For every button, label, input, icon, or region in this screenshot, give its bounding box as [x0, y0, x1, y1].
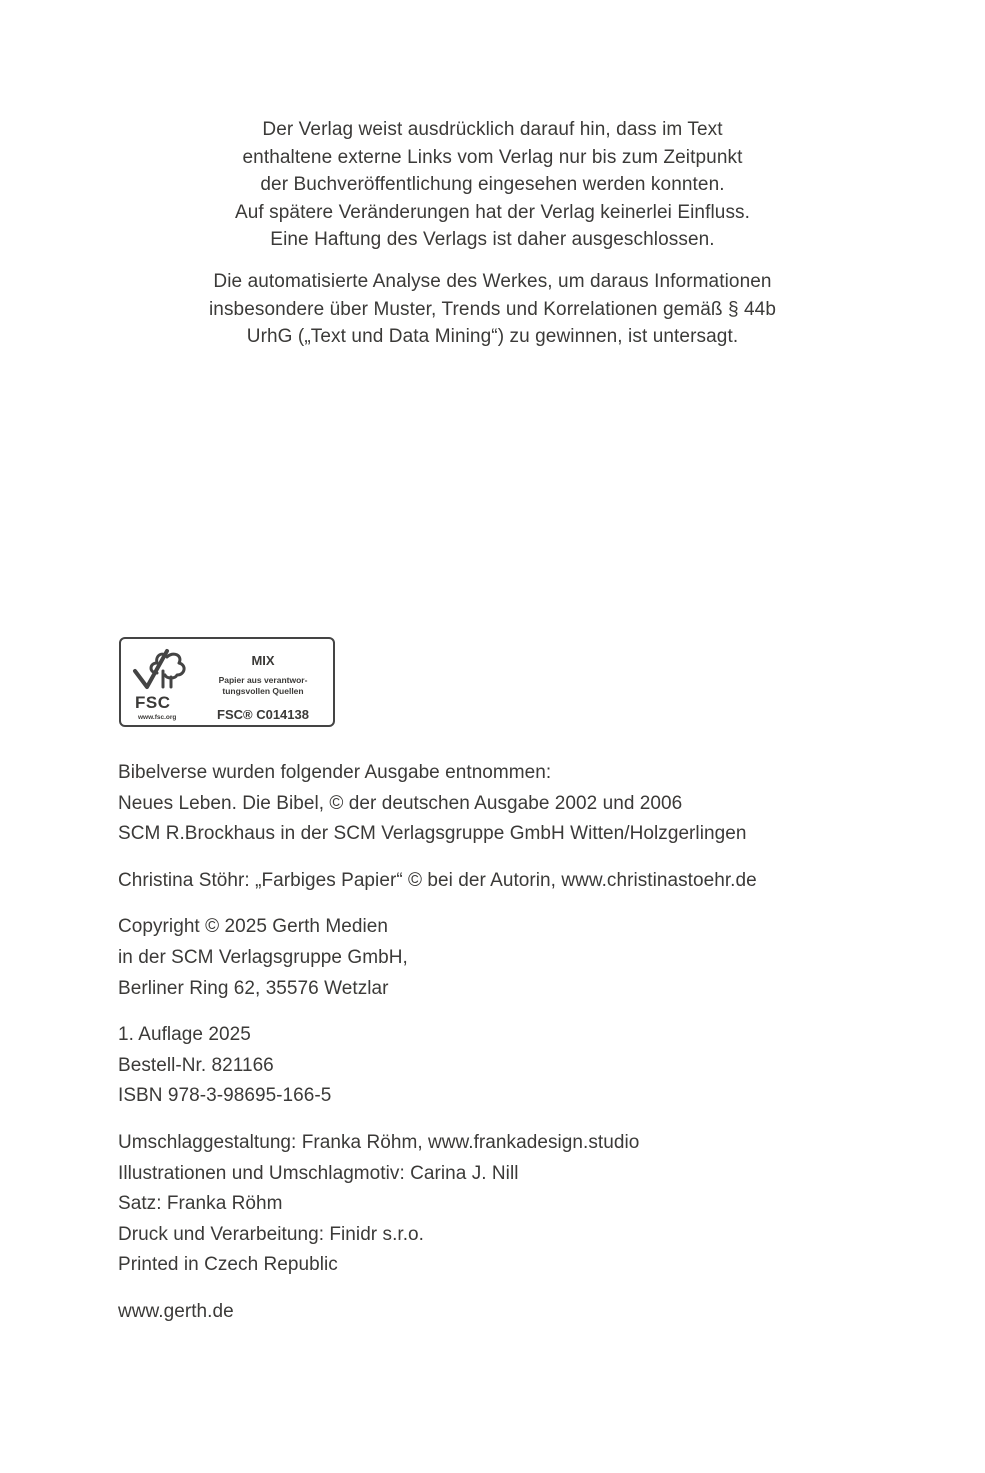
credit-line: Christina Stöhr: „Farbiges Papier“ © bei der Autorin, www.christinastoehr.de	[118, 869, 757, 891]
isbn: ISBN 978-3-98695-166-5	[118, 1085, 332, 1107]
production-credits-block	[118, 1128, 878, 1281]
credit-line: Bestell-Nr. 821166	[118, 1054, 274, 1076]
fsc-paper-line: tungsvollen Quellen	[222, 686, 304, 696]
credit-line: Copyright © 2025 Gerth Medien	[118, 916, 388, 938]
credits	[118, 758, 878, 1344]
credit-line: Bibelverse wurden folgender Ausgabe entnommen:	[118, 762, 552, 783]
credit-line: Printed in Czech Republic	[118, 1254, 338, 1276]
fsc-paper-line: Papier aus verantwor-	[218, 675, 308, 685]
disclaimer-line: enthaltene externe Links vom Verlag nur bis zum Zeitpunkt	[242, 146, 743, 168]
copyright-block	[118, 912, 878, 1004]
disclaimer-line: Der Verlag weist ausdrücklich darauf hin, dass im Text	[262, 119, 723, 140]
text-data-mining-paragraph	[130, 268, 855, 351]
credit-line: Umschlaggestaltung: Franka Röhm, www.frankadesign.studio	[118, 1131, 640, 1153]
credit-line: Druck und Verarbeitung: Finidr s.r.o.	[118, 1223, 424, 1245]
fsc-license-code: FSC® C014138	[217, 707, 309, 722]
fsc-logo	[119, 637, 335, 727]
disclaimer-line: UrhG („Text und Data Mining“) zu gewinnen, ist untersagt.	[246, 326, 739, 348]
disclaimer-line: Auf spätere Veränderungen hat der Verlag keinerlei Einfluss.	[234, 201, 751, 223]
disclaimer-line: Eine Haftung des Verlags ist daher ausgeschlossen.	[270, 229, 715, 251]
credit-line: in der SCM Verlagsgruppe GmbH,	[118, 946, 408, 968]
fsc-abbreviation: FSC	[135, 693, 171, 712]
fsc-url: www.fsc.org	[138, 714, 177, 721]
disclaimer-line: der Buchveröffentlichung eingesehen werden konnten.	[260, 174, 725, 196]
credit-line: 1. Auflage 2025	[118, 1024, 251, 1046]
disclaimer	[130, 116, 855, 365]
publisher-website: www.gerth.de	[118, 1300, 234, 1322]
credit-line: Berliner Ring 62, 35576 Wetzlar	[118, 977, 389, 999]
fsc-paper-text	[193, 675, 333, 697]
edition-block	[118, 1020, 878, 1112]
poem-credit-block	[118, 866, 878, 897]
disclaimer-line: Die automatisierte Analyse des Werkes, um daraus Informationen	[213, 270, 772, 292]
website-block	[118, 1297, 878, 1328]
credit-line: SCM R.Brockhaus in der SCM Verlagsgruppe GmbH Witten/Holzgerlingen	[118, 823, 747, 845]
credit-line: Illustrationen und Umschlagmotiv: Carina J. Nill	[118, 1162, 519, 1184]
disclaimer-line: insbesondere über Muster, Trends und Korrelationen gemäß § 44b	[208, 298, 777, 320]
credit-line: Neues Leben. Die Bibel, © der deutschen Ausgabe 2002 und 2006	[118, 792, 683, 814]
links-disclaimer-paragraph	[130, 116, 855, 254]
fsc-mix-label: MIX	[251, 653, 275, 668]
credit-line: Satz: Franka Röhm	[118, 1193, 283, 1215]
bible-source-block	[118, 758, 878, 850]
